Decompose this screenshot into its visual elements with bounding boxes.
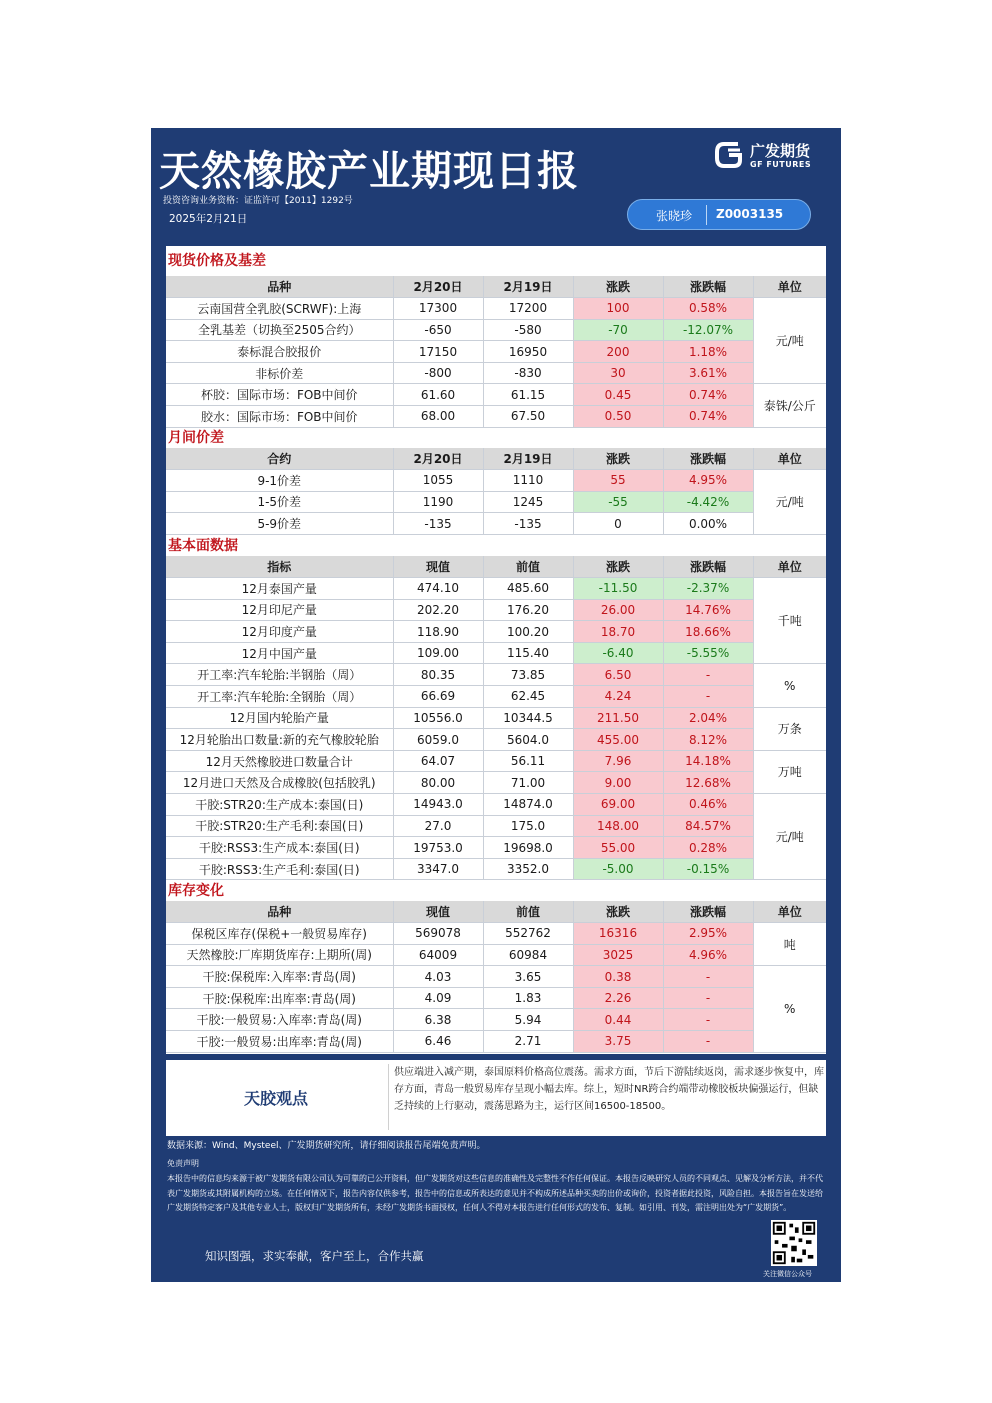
cell-name: 12月泰国产量 <box>166 578 393 600</box>
cell-unit: % <box>753 966 826 1052</box>
cell-change-pct: 0.46% <box>663 794 753 816</box>
cell-change-pct: -5.55% <box>663 642 753 664</box>
report-content <box>166 246 826 1054</box>
cell-change: 7.96 <box>573 750 663 772</box>
section-title-inventory: 库存变化 <box>168 883 224 899</box>
report-header <box>151 128 841 246</box>
cell-change: 18.70 <box>573 621 663 643</box>
cell-name: 天然橡胶:厂库期货库存:上期所(周) <box>166 944 393 966</box>
cell-change-pct: 0.00% <box>663 513 753 535</box>
table-row <box>166 298 826 320</box>
report-title: 天然橡胶产业期现日报 <box>159 147 579 195</box>
cell-change: 200 <box>573 341 663 363</box>
view-divider <box>388 1064 389 1130</box>
cell-unit: 元/吨 <box>753 794 826 880</box>
table-row <box>166 794 826 816</box>
col-header: 单位 <box>753 556 826 578</box>
cell-change: 0.38 <box>573 966 663 988</box>
cell-change-pct: -4.42% <box>663 491 753 513</box>
view-label: 天胶观点 <box>244 1089 309 1108</box>
col-header: 2月20日 <box>393 276 483 298</box>
col-header: 前值 <box>483 901 573 923</box>
report-footer <box>151 1136 841 1282</box>
cell-previous: 1.83 <box>483 987 573 1009</box>
cell-name: 胶水：国际市场：FOB中间价 <box>166 406 393 428</box>
cell-current: 109.00 <box>393 642 483 664</box>
cell-change-pct: 4.96% <box>663 944 753 966</box>
cell-change-pct: 8.12% <box>663 729 753 751</box>
cell-previous: 10344.5 <box>483 707 573 729</box>
cell-previous: 100.20 <box>483 621 573 643</box>
gf-logo-icon <box>714 140 746 170</box>
col-header: 涨跌幅 <box>663 556 753 578</box>
cell-change: 9.00 <box>573 772 663 794</box>
table-row <box>166 362 826 384</box>
cell-unit: % <box>753 664 826 707</box>
cell-previous: 17200 <box>483 298 573 320</box>
cell-previous: 1245 <box>483 491 573 513</box>
cell-current: 80.00 <box>393 772 483 794</box>
inventory-table <box>166 901 826 1053</box>
col-header: 现值 <box>393 901 483 923</box>
cell-current: 80.35 <box>393 664 483 686</box>
col-header: 涨跌 <box>573 276 663 298</box>
table-header-row <box>166 276 826 298</box>
analyst-code: Z0003135 <box>716 207 784 221</box>
cell-unit: 泰铢/公斤 <box>753 384 826 427</box>
cell-current: 4.09 <box>393 987 483 1009</box>
report-page <box>151 128 841 1282</box>
cell-change: -11.50 <box>573 578 663 600</box>
company-slogan: 知识图强，求实奉献，客户至上，合作共赢 <box>205 1249 424 1263</box>
cell-current: 6.46 <box>393 1031 483 1053</box>
cell-change-pct: - <box>663 686 753 708</box>
cell-name: 12月进口天然及合成橡胶(包括胶乳) <box>166 772 393 794</box>
col-header: 涨跌幅 <box>663 448 753 470</box>
cell-change: 0.50 <box>573 406 663 428</box>
cell-unit: 万吨 <box>753 750 826 793</box>
cell-change-pct: 3.61% <box>663 362 753 384</box>
data-source: 数据来源：Wind、Mysteel、广发期货研究所，请仔细阅读报告尾端免责声明。 <box>167 1141 486 1151</box>
cell-current: 64009 <box>393 944 483 966</box>
cell-name: 干胶:保税库:入库率:青岛(周) <box>166 966 393 988</box>
cell-change-pct: - <box>663 987 753 1009</box>
table-row <box>166 491 826 513</box>
market-view-box <box>166 1060 826 1136</box>
cell-change: 0.45 <box>573 384 663 406</box>
cell-name: 干胶:RSS3:生产毛利:泰国(日) <box>166 858 393 880</box>
col-header: 合约 <box>166 448 393 470</box>
col-header: 单位 <box>753 448 826 470</box>
table-row <box>166 729 826 751</box>
cell-current: 64.07 <box>393 750 483 772</box>
cell-current: 10556.0 <box>393 707 483 729</box>
cell-current: 4.03 <box>393 966 483 988</box>
cell-name: 开工率:汽车轮胎:全钢胎（周） <box>166 686 393 708</box>
gf-futures-logo <box>714 136 829 176</box>
cell-name: 全乳基差（切换至2505合约） <box>166 319 393 341</box>
cell-name: 9-1价差 <box>166 470 393 492</box>
cell-current: 118.90 <box>393 621 483 643</box>
cell-change-pct: 4.95% <box>663 470 753 492</box>
cell-previous: 1110 <box>483 470 573 492</box>
cell-current: -650 <box>393 319 483 341</box>
cell-previous: -830 <box>483 362 573 384</box>
license-text: 投资咨询业务资格：证监许可【2011】1292号 <box>163 196 353 206</box>
cell-change-pct: - <box>663 1031 753 1053</box>
cell-previous: -135 <box>483 513 573 535</box>
cell-name: 干胶:STR20:生产成本:泰国(日) <box>166 794 393 816</box>
cell-change-pct: 2.04% <box>663 707 753 729</box>
cell-name: 12月印尼产量 <box>166 599 393 621</box>
cell-current: 17150 <box>393 341 483 363</box>
qr-caption: 关注微信公众号 <box>763 1270 812 1278</box>
cell-previous: 5604.0 <box>483 729 573 751</box>
cell-unit: 千吨 <box>753 578 826 664</box>
cell-previous: 62.45 <box>483 686 573 708</box>
cell-previous: 19698.0 <box>483 837 573 859</box>
table-row <box>166 686 826 708</box>
cell-change-pct: 14.76% <box>663 599 753 621</box>
cell-change-pct: 84.57% <box>663 815 753 837</box>
cell-change: 148.00 <box>573 815 663 837</box>
col-header: 2月19日 <box>483 276 573 298</box>
cell-change-pct: 0.74% <box>663 384 753 406</box>
table-row <box>166 384 826 406</box>
cell-previous: 16950 <box>483 341 573 363</box>
cell-change-pct: 0.74% <box>663 406 753 428</box>
cell-change-pct: 0.58% <box>663 298 753 320</box>
table-row <box>166 923 826 945</box>
cell-change-pct: 18.66% <box>663 621 753 643</box>
cell-change: 3.75 <box>573 1031 663 1053</box>
cell-change: -55 <box>573 491 663 513</box>
cell-current: 61.60 <box>393 384 483 406</box>
cell-change: 0 <box>573 513 663 535</box>
cell-change-pct: -0.15% <box>663 858 753 880</box>
cell-current: 202.20 <box>393 599 483 621</box>
cell-change: 55.00 <box>573 837 663 859</box>
col-header: 涨跌 <box>573 556 663 578</box>
section-title-spot: 现货价格及基差 <box>168 253 266 269</box>
cell-name: 干胶:一般贸易:入库率:青岛(周) <box>166 1009 393 1031</box>
cell-current: -135 <box>393 513 483 535</box>
cell-change: 55 <box>573 470 663 492</box>
view-text: 供应端进入减产期，泰国原料价格高位震荡。需求方面，节后下游陆续返岗，需求逐步恢复中，库存方面，青岛一般贸易库存呈现小幅去库。综上，短时NR跨合约端带动橡胶板块偏强运行，但缺乏持续的上行驱动，震荡思路为主，运行区间16500-18500。 <box>394 1067 824 1112</box>
col-header: 单位 <box>753 276 826 298</box>
cell-unit: 元/吨 <box>753 298 826 384</box>
cell-unit: 吨 <box>753 923 826 966</box>
cell-previous: 14874.0 <box>483 794 573 816</box>
col-header: 涨跌幅 <box>663 276 753 298</box>
cell-change-pct: 0.28% <box>663 837 753 859</box>
cell-name: 12月印度产量 <box>166 621 393 643</box>
cell-change-pct: 14.18% <box>663 750 753 772</box>
cell-name: 杯胶：国际市场：FOB中间价 <box>166 384 393 406</box>
cell-change-pct: -2.37% <box>663 578 753 600</box>
cell-current: 17300 <box>393 298 483 320</box>
cell-name: 泰标混合胶报价 <box>166 341 393 363</box>
spread-table <box>166 448 826 535</box>
section-title-fundamental: 基本面数据 <box>168 538 238 554</box>
cell-current: 6.38 <box>393 1009 483 1031</box>
cell-previous: 176.20 <box>483 599 573 621</box>
cell-previous: 61.15 <box>483 384 573 406</box>
table-row <box>166 815 826 837</box>
col-header: 单位 <box>753 901 826 923</box>
table-row <box>166 319 826 341</box>
cell-change-pct: - <box>663 1009 753 1031</box>
cell-change: 26.00 <box>573 599 663 621</box>
table-row <box>166 578 826 600</box>
cell-current: 1190 <box>393 491 483 513</box>
cell-current: 27.0 <box>393 815 483 837</box>
cell-previous: 71.00 <box>483 772 573 794</box>
cell-change: -6.40 <box>573 642 663 664</box>
cell-change: -5.00 <box>573 858 663 880</box>
col-header: 品种 <box>166 901 393 923</box>
cell-change: 2.26 <box>573 987 663 1009</box>
cell-change: 4.24 <box>573 686 663 708</box>
cell-current: 6059.0 <box>393 729 483 751</box>
cell-name: 5-9价差 <box>166 513 393 535</box>
cell-change: 455.00 <box>573 729 663 751</box>
cell-previous: 5.94 <box>483 1009 573 1031</box>
cell-name: 干胶:RSS3:生产成本:泰国(日) <box>166 837 393 859</box>
col-header: 指标 <box>166 556 393 578</box>
cell-change-pct: -12.07% <box>663 319 753 341</box>
analyst-badge <box>627 199 811 230</box>
cell-current: 19753.0 <box>393 837 483 859</box>
disclaimer-text: 本报告中的信息均来源于被广发期货有限公司认为可靠的已公开资料，但广发期货对这些信息的准确性及完整性不作任何保证。本报告反映研究人员的不同观点、见解及分析方法，并不代表广发期货或其附属机构的立场。在任何情况下，报告内容仅供参考，报告中的信息或所表达的意见并不构成所述品种买卖的出价或询价，投资者据此投资，风险自担。本报告旨在发送给广发期货特定客户及其他专业人士，版权归广发期货所有，未经广发期货书面授权，任何人不得对本报告进行任何形式的发布、复制。如引用、刊发，需注明出处为“广发期货”。 <box>167 1174 823 1212</box>
table-row <box>166 772 826 794</box>
cell-current: 3347.0 <box>393 858 483 880</box>
cell-previous: 552762 <box>483 923 573 945</box>
table-row <box>166 858 826 880</box>
table-row <box>166 966 826 988</box>
cell-change: 30 <box>573 362 663 384</box>
cell-name: 12月中国产量 <box>166 642 393 664</box>
cell-change: 69.00 <box>573 794 663 816</box>
table-row <box>166 664 826 686</box>
analyst-name: 张晓珍 <box>656 209 693 223</box>
col-header: 涨跌幅 <box>663 901 753 923</box>
table-row <box>166 599 826 621</box>
cell-previous: 56.11 <box>483 750 573 772</box>
table-row <box>166 944 826 966</box>
logo-cn-text: 广发期货 <box>750 142 811 160</box>
cell-change: 100 <box>573 298 663 320</box>
table-row <box>166 470 826 492</box>
cell-current: 68.00 <box>393 406 483 428</box>
table-row <box>166 513 826 535</box>
table-row <box>166 750 826 772</box>
col-header: 品种 <box>166 276 393 298</box>
table-row <box>166 642 826 664</box>
cell-previous: 3.65 <box>483 966 573 988</box>
analyst-divider <box>706 205 707 225</box>
cell-name: 12月天然橡胶进口数量合计 <box>166 750 393 772</box>
cell-previous: 60984 <box>483 944 573 966</box>
table-header-row <box>166 556 826 578</box>
cell-name: 12月国内轮胎产量 <box>166 707 393 729</box>
cell-previous: 175.0 <box>483 815 573 837</box>
cell-change: 3025 <box>573 944 663 966</box>
cell-current: -800 <box>393 362 483 384</box>
fundamental-table <box>166 556 826 880</box>
col-header: 2月19日 <box>483 448 573 470</box>
col-header: 现值 <box>393 556 483 578</box>
col-header: 涨跌 <box>573 448 663 470</box>
table-header-row <box>166 448 826 470</box>
cell-change-pct: - <box>663 966 753 988</box>
cell-name: 干胶:一般贸易:出库率:青岛(周) <box>166 1031 393 1053</box>
cell-previous: 485.60 <box>483 578 573 600</box>
cell-change: 0.44 <box>573 1009 663 1031</box>
cell-previous: 73.85 <box>483 664 573 686</box>
report-date: 2025年2月21日 <box>169 213 248 225</box>
cell-name: 干胶:STR20:生产毛利:泰国(日) <box>166 815 393 837</box>
table-row <box>166 341 826 363</box>
cell-current: 474.10 <box>393 578 483 600</box>
cell-name: 保税区库存(保税+一般贸易库存) <box>166 923 393 945</box>
cell-change-pct: 1.18% <box>663 341 753 363</box>
cell-change: 6.50 <box>573 664 663 686</box>
col-header: 涨跌 <box>573 901 663 923</box>
cell-unit: 元/吨 <box>753 470 826 535</box>
table-row <box>166 621 826 643</box>
cell-current: 1055 <box>393 470 483 492</box>
spot-table <box>166 276 826 428</box>
disclaimer-title: 免责声明 <box>167 1159 199 1168</box>
cell-change: 16316 <box>573 923 663 945</box>
col-header: 2月20日 <box>393 448 483 470</box>
cell-previous: -580 <box>483 319 573 341</box>
logo-en-text: GF FUTURES <box>750 160 812 169</box>
table-row <box>166 406 826 428</box>
cell-name: 1-5价差 <box>166 491 393 513</box>
section-title-spread: 月间价差 <box>168 430 224 446</box>
table-header-row <box>166 901 826 923</box>
cell-name: 云南国营全乳胶(SCRWF):上海 <box>166 298 393 320</box>
cell-name: 12月轮胎出口数量:新的充气橡胶轮胎 <box>166 729 393 751</box>
cell-current: 66.69 <box>393 686 483 708</box>
cell-current: 569078 <box>393 923 483 945</box>
cell-change-pct: 12.68% <box>663 772 753 794</box>
table-row <box>166 707 826 729</box>
cell-change: -70 <box>573 319 663 341</box>
cell-previous: 2.71 <box>483 1031 573 1053</box>
cell-current: 14943.0 <box>393 794 483 816</box>
table-row <box>166 1009 826 1031</box>
table-row <box>166 987 826 1009</box>
cell-change-pct: 2.95% <box>663 923 753 945</box>
col-header: 前值 <box>483 556 573 578</box>
table-row <box>166 1031 826 1053</box>
cell-name: 干胶:保税库:出库率:青岛(周) <box>166 987 393 1009</box>
cell-change: 211.50 <box>573 707 663 729</box>
cell-change-pct: - <box>663 664 753 686</box>
table-row <box>166 837 826 859</box>
cell-previous: 67.50 <box>483 406 573 428</box>
cell-previous: 3352.0 <box>483 858 573 880</box>
cell-name: 非标价差 <box>166 362 393 384</box>
cell-previous: 115.40 <box>483 642 573 664</box>
cell-name: 开工率:汽车轮胎:半钢胎（周） <box>166 664 393 686</box>
wechat-qr-code-icon <box>771 1220 817 1266</box>
cell-unit: 万条 <box>753 707 826 750</box>
